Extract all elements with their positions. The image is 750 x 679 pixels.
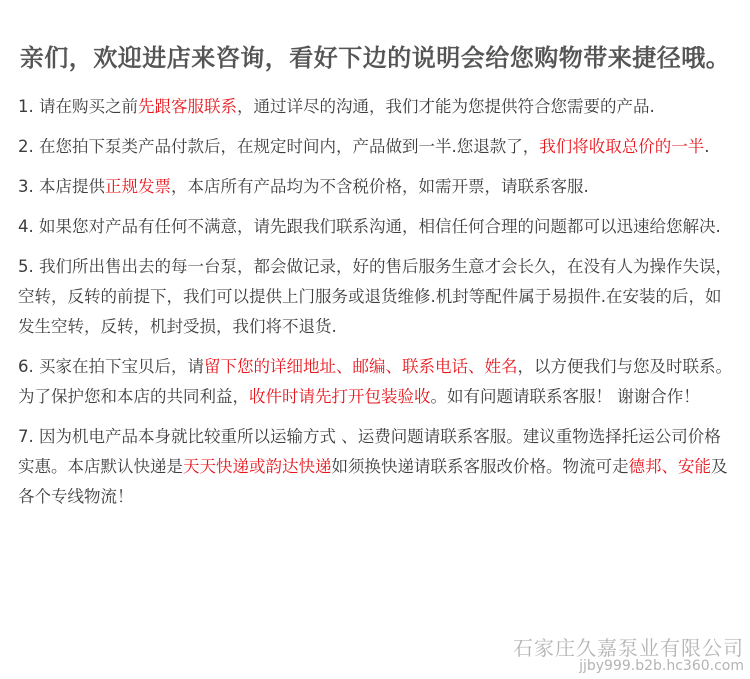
item-1-text-a: 1. 请在购买之前 — [18, 97, 138, 116]
instruction-item-2 — [18, 132, 732, 162]
instruction-item-6 — [18, 352, 732, 412]
instruction-item-5 — [18, 252, 732, 342]
item-7-highlight-a: 天天快递或韵达快递 — [183, 457, 332, 476]
item-3-text-a: 3. 本店提供 — [18, 177, 105, 196]
item-1-text-b: ，通过详尽的沟通，我们才能为您提供符合您需要的产品. — [237, 97, 655, 116]
watermark-url: jjby999.b2b.hc360.com — [579, 658, 744, 674]
item-7-text-b: 如须换快递请联系客服改价格。物流可走 — [331, 457, 629, 476]
item-2-text-b: . — [704, 137, 710, 156]
item-6-text-c: 。如有问题请联系客服！ 谢谢合作！ — [430, 387, 700, 406]
item-6-text-a: 6. 买家在拍下宝贝后，请 — [18, 357, 204, 376]
item-5-text: 5. 我们所出售出去的每一台泵，都会做记录，好的售后服务生意才会长久，在没有人为操作失误，空转，反转的前提下，我们可以提供上门服务或退货维修.机封等配件属于易损件.在安装的后，如发生空转，反转，机封受损，我们将不退货. — [18, 257, 732, 336]
item-4-text: 4. 如果您对产品有任何不满意，请先跟我们联系沟通，相信任何合理的问题都可以迅速给您解决. — [18, 217, 721, 236]
item-6-text-b: ，以方便我们与您及时联系。为了保护您和本店的共同利益， — [18, 357, 732, 406]
item-3-text-b: ，本店所有产品均为不含税价格，如需开票，请联系客服. — [171, 177, 589, 196]
item-7-highlight-b: 德邦、安能 — [628, 457, 711, 476]
item-2-highlight: 我们将收取总价的一半 — [539, 137, 705, 156]
page-title: 亲们，欢迎进店来咨询，看好下边的说明会给您购物带来捷径哦。 — [19, 44, 731, 72]
instruction-item-4 — [18, 212, 732, 242]
item-6-highlight-b: 收件时请先打开包装验收 — [249, 387, 431, 406]
item-2-text-a: 2. 在您拍下泵类产品付款后，在规定时间内，产品做到一半.您退款了， — [18, 137, 540, 156]
instruction-item-1 — [18, 92, 732, 122]
item-6-highlight-a: 留下您的详细地址、邮编、联系电话、姓名 — [204, 357, 518, 376]
item-7-text-a: 7. 因为机电产品本身就比较重所以运输方式 、运费问题请联系客服。建议重物选择托运公司价格实惠。本店默认快递是 — [18, 427, 721, 476]
watermark-company: 石家庄久嘉泵业有限公司 — [513, 636, 744, 660]
instructions-list — [18, 92, 732, 522]
instruction-item-3 — [18, 172, 732, 202]
instruction-item-7 — [18, 422, 732, 512]
item-7-text-c: 及各个专线物流！ — [18, 457, 728, 506]
item-1-highlight: 先跟客服联系 — [138, 97, 237, 116]
item-3-highlight: 正规发票 — [105, 177, 171, 196]
